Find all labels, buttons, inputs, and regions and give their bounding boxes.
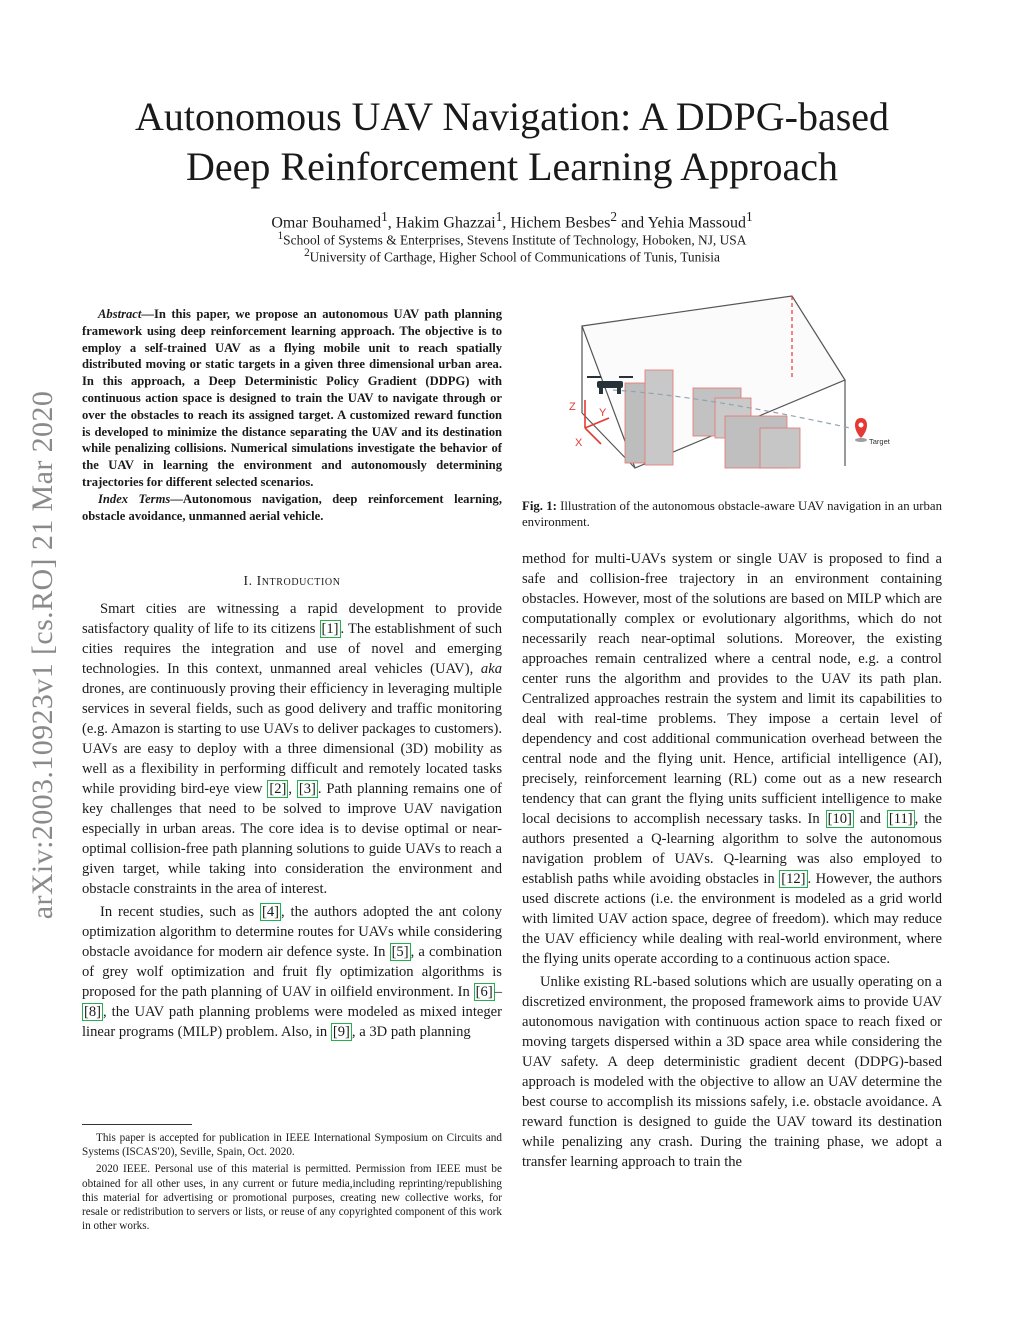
- index-terms-label: Index Terms: [98, 491, 171, 506]
- right-paragraph-1: [522, 549, 942, 969]
- text-run: , a combination of grey wolf optimization and fruit fly optimization algorithms is proposed for the path planning of UAV in oilfield environment. In: [82, 944, 502, 1000]
- text-run: drones, are continuously proving their efficiency in leveraging multiple services in several fields, such as good delivery and traffic monitoring (e.g. Amazon is starting to use UAVs to deliver packages to customers). UAVs are easy to deploy with a three dimensional (3D) mobility as well as a flexibility in performing difficult and remotely located tasks while providing bird-eye view: [82, 681, 502, 797]
- intro-paragraph-2: [82, 902, 502, 1042]
- affiliation-text: University of Carthage, Higher School of Communications of Tunis, Tunisia: [309, 249, 720, 265]
- abstract-paragraph: [82, 306, 502, 491]
- affil-mark: 1: [381, 209, 388, 224]
- introduction-body: [82, 599, 502, 1045]
- title-line-2: Deep Reinforcement Learning Approach: [186, 144, 838, 189]
- text-run: . Path planning remains one of key challenges that need to be solved to improve UAV navigation especially in urban areas. The core idea is to devise optimal or near-optimal collision-free path planning solutions to guide UAVs to reach a given target, while taking into consideration the environment and obstacle constraints in the area of interest.: [82, 781, 502, 897]
- right-column-body: [522, 549, 942, 1175]
- target-marker-icon: [855, 418, 867, 442]
- author-name: Hichem Besbes: [510, 214, 611, 232]
- affil-mark: 1: [495, 209, 503, 224]
- title-line-1: Autonomous UAV Navigation: A DDPG-based: [134, 94, 890, 139]
- affiliation-2: [60, 245, 964, 265]
- citation-link[interactable]: [8]: [84, 1004, 102, 1020]
- section-title: Introduction: [256, 573, 341, 588]
- citation-link[interactable]: [3]: [298, 781, 316, 797]
- caption-text: Illustration of the autonomous obstacle-aware UAV navigation in an urban environment.: [522, 499, 942, 529]
- text-run: , the authors adopted the ant colony optimization algorithm to determine routes for UAVs while considering obstacle avoidance for modern air defence syste. In: [82, 904, 502, 960]
- citation-link[interactable]: [5]: [391, 944, 409, 960]
- text-run: and: [853, 811, 887, 827]
- citation-link[interactable]: [9]: [332, 1024, 350, 1040]
- affil-mark: 1: [745, 209, 753, 224]
- affil-mark: 2: [304, 247, 310, 259]
- arxiv-id: arXiv:2003.10923v1 [cs.RO] 21 Mar 2020: [26, 390, 59, 920]
- affil-mark: 2: [610, 209, 618, 224]
- author-name: Hakim Ghazzai: [395, 214, 496, 232]
- text-run: –: [494, 984, 502, 1000]
- citation-link[interactable]: [10]: [827, 811, 852, 827]
- footnote-publication: This paper is accepted for publication in IEEE International Symposium on Circuits and Systems (ISCAS'20), Seville, Spain, Oct. 2020.: [82, 1132, 502, 1159]
- axis-label-x: X: [575, 437, 583, 449]
- citation-link[interactable]: [1]: [321, 621, 339, 637]
- affiliation-text: School of Systems & Enterprises, Stevens Institute of Technology, Hoboken, NJ, USA: [283, 232, 747, 248]
- citation-link[interactable]: [4]: [262, 904, 280, 920]
- abstract-label: Abstract: [98, 307, 142, 321]
- text-run: . However, the authors used discrete actions (i.e. the environment is modeled as a grid world with limited UAV action space, degree of freedom). which may reduce the UAV efficiency while dealing with real-world environment, where the flying units operate according to a continuous action space.: [522, 871, 943, 967]
- citation-link[interactable]: [6]: [475, 984, 493, 1000]
- abstract: [82, 306, 502, 524]
- right-paragraph-2: Unlike existing RL-based solutions which are usually operating on a discretized environment, the proposed framework aims to provide UAV autonomous navigation with continuous action space to reach fixed or moving targets dispersed within a 3D space area while considering the UAV safety. A deep deterministic gradient decent (DDPG)-based approach is modeled with the objective to allow an UAV determine the best course to accomplish its missions safely, i.e. obstacle avoidance. A reward function is designed to guide the UAV toward its destination while penalizing any crash. During the training phase, we adopt a transfer learning approach to train the: [522, 974, 942, 1170]
- intro-paragraph-1: [82, 599, 502, 899]
- text-run: In recent studies, such as: [100, 904, 261, 920]
- figure-caption: [522, 498, 942, 530]
- figure-1: [565, 288, 905, 488]
- text-run: , a 3D path planning: [351, 1024, 471, 1040]
- index-terms: [82, 491, 502, 525]
- text-run: aka: [480, 661, 502, 677]
- author-name: Omar Bouhamed: [271, 214, 382, 232]
- axis-label-z: Z: [569, 401, 576, 413]
- text-run: , the authors presented a Q-learning algorithm to solve the autonomous navigation problem of UAVs. Q-learning was also employed to establish paths while avoiding obstacles in: [522, 811, 942, 887]
- author-name: Yehia Massoud: [647, 214, 746, 232]
- citation-link[interactable]: [12]: [781, 871, 806, 887]
- building: [645, 370, 673, 465]
- section-number: I.: [243, 573, 253, 588]
- author-list: Omar Bouhamed$^1$, Hakim Ghazzai$^1$, Hichem Besbes$^2$ and Yehia Massoud$^1$: [271, 209, 753, 232]
- text-run: method for multi-UAVs system or single UAV is proposed to find a safe and collision-free trajectory in an environment containing obstacles. However, most of the solutions are based on MILP which are computationally complex or evolutionary algorithms, which do not necessarily reach near-optimal solutions. Moreover, the existing approaches remain centralized where a central node, e.g. a control center runs the algorithm and provides to the UAV its path plan. Centralized approaches restrain the system and limit its capabilities to deal with real-time problems. They impose a certain level of dependency and cost additional communication overhead between the central node and the flying unit. Hence, artificial intelligence (AI), precisely, reinforcement learning (RL) come out as a new research tendency that can grant the flying units sufficient intelligence to make local decisions to accomplish necessary tasks. In: [522, 551, 942, 827]
- target-label: Target: [869, 437, 890, 446]
- caption-label: Fig. 1:: [522, 499, 557, 513]
- abstract-text: —In this paper, we propose an autonomous UAV path planning framework using deep reinforcement learning approach. The objective is to employ a self-trained UAV as a flying mobile unit to reach spatially distributed moving or static targets in a given three dimensional urban area. In this approach, a Deep Deterministic Policy Gradient (DDPG) with continuous action space is designed to train the UAV to navigate through or over the obstacles to reach its assigned target. A customized reward function is developed to minimize the distance separating the UAV and its destination while penalizing collisions. Numerical simulations investigate the behavior of the UAV in learning the environment and autonomously determining trajectories for different selected scenarios.: [82, 307, 502, 489]
- affil-mark: 1: [277, 230, 284, 242]
- footnotes: [82, 1131, 502, 1236]
- uav-environment-illustration: [565, 288, 905, 488]
- footnote-copyright: 2020 IEEE. Personal use of this material is permitted. Permission from IEEE must be obtained for all other uses, in any current or future media,including reprinting/republishing this material for advertising or promotional purposes, creating new collective works, for resale or redistribution to servers or lists, or reuse of any copyrighted component of this work in other works.: [82, 1163, 502, 1233]
- text-run: Smart cities are witnessing a rapid development to provide satisfactory quality of life to its citizens: [82, 601, 502, 637]
- text-run: . The establishment of such cities requires the integration and use of novel and emerging technologies. In this context, unmanned areal vehicles (UAV),: [82, 621, 503, 677]
- paper-title: [60, 92, 964, 192]
- index-terms-text: —Autonomous navigation, deep reinforcement learning, obstacle avoidance, unmanned aerial vehicle.: [82, 491, 503, 523]
- text-run: , the UAV path planning problems were modeled as mixed integer linear programs (MILP) problem. Also, in: [82, 1004, 502, 1040]
- citation-link[interactable]: [11]: [888, 811, 913, 827]
- axis-label-y: Y: [599, 407, 607, 419]
- section-heading-introduction: [82, 573, 502, 589]
- text-run: ,: [288, 781, 297, 797]
- footnote-divider: [82, 1124, 192, 1125]
- citation-link[interactable]: [2]: [269, 781, 287, 797]
- building: [760, 428, 800, 468]
